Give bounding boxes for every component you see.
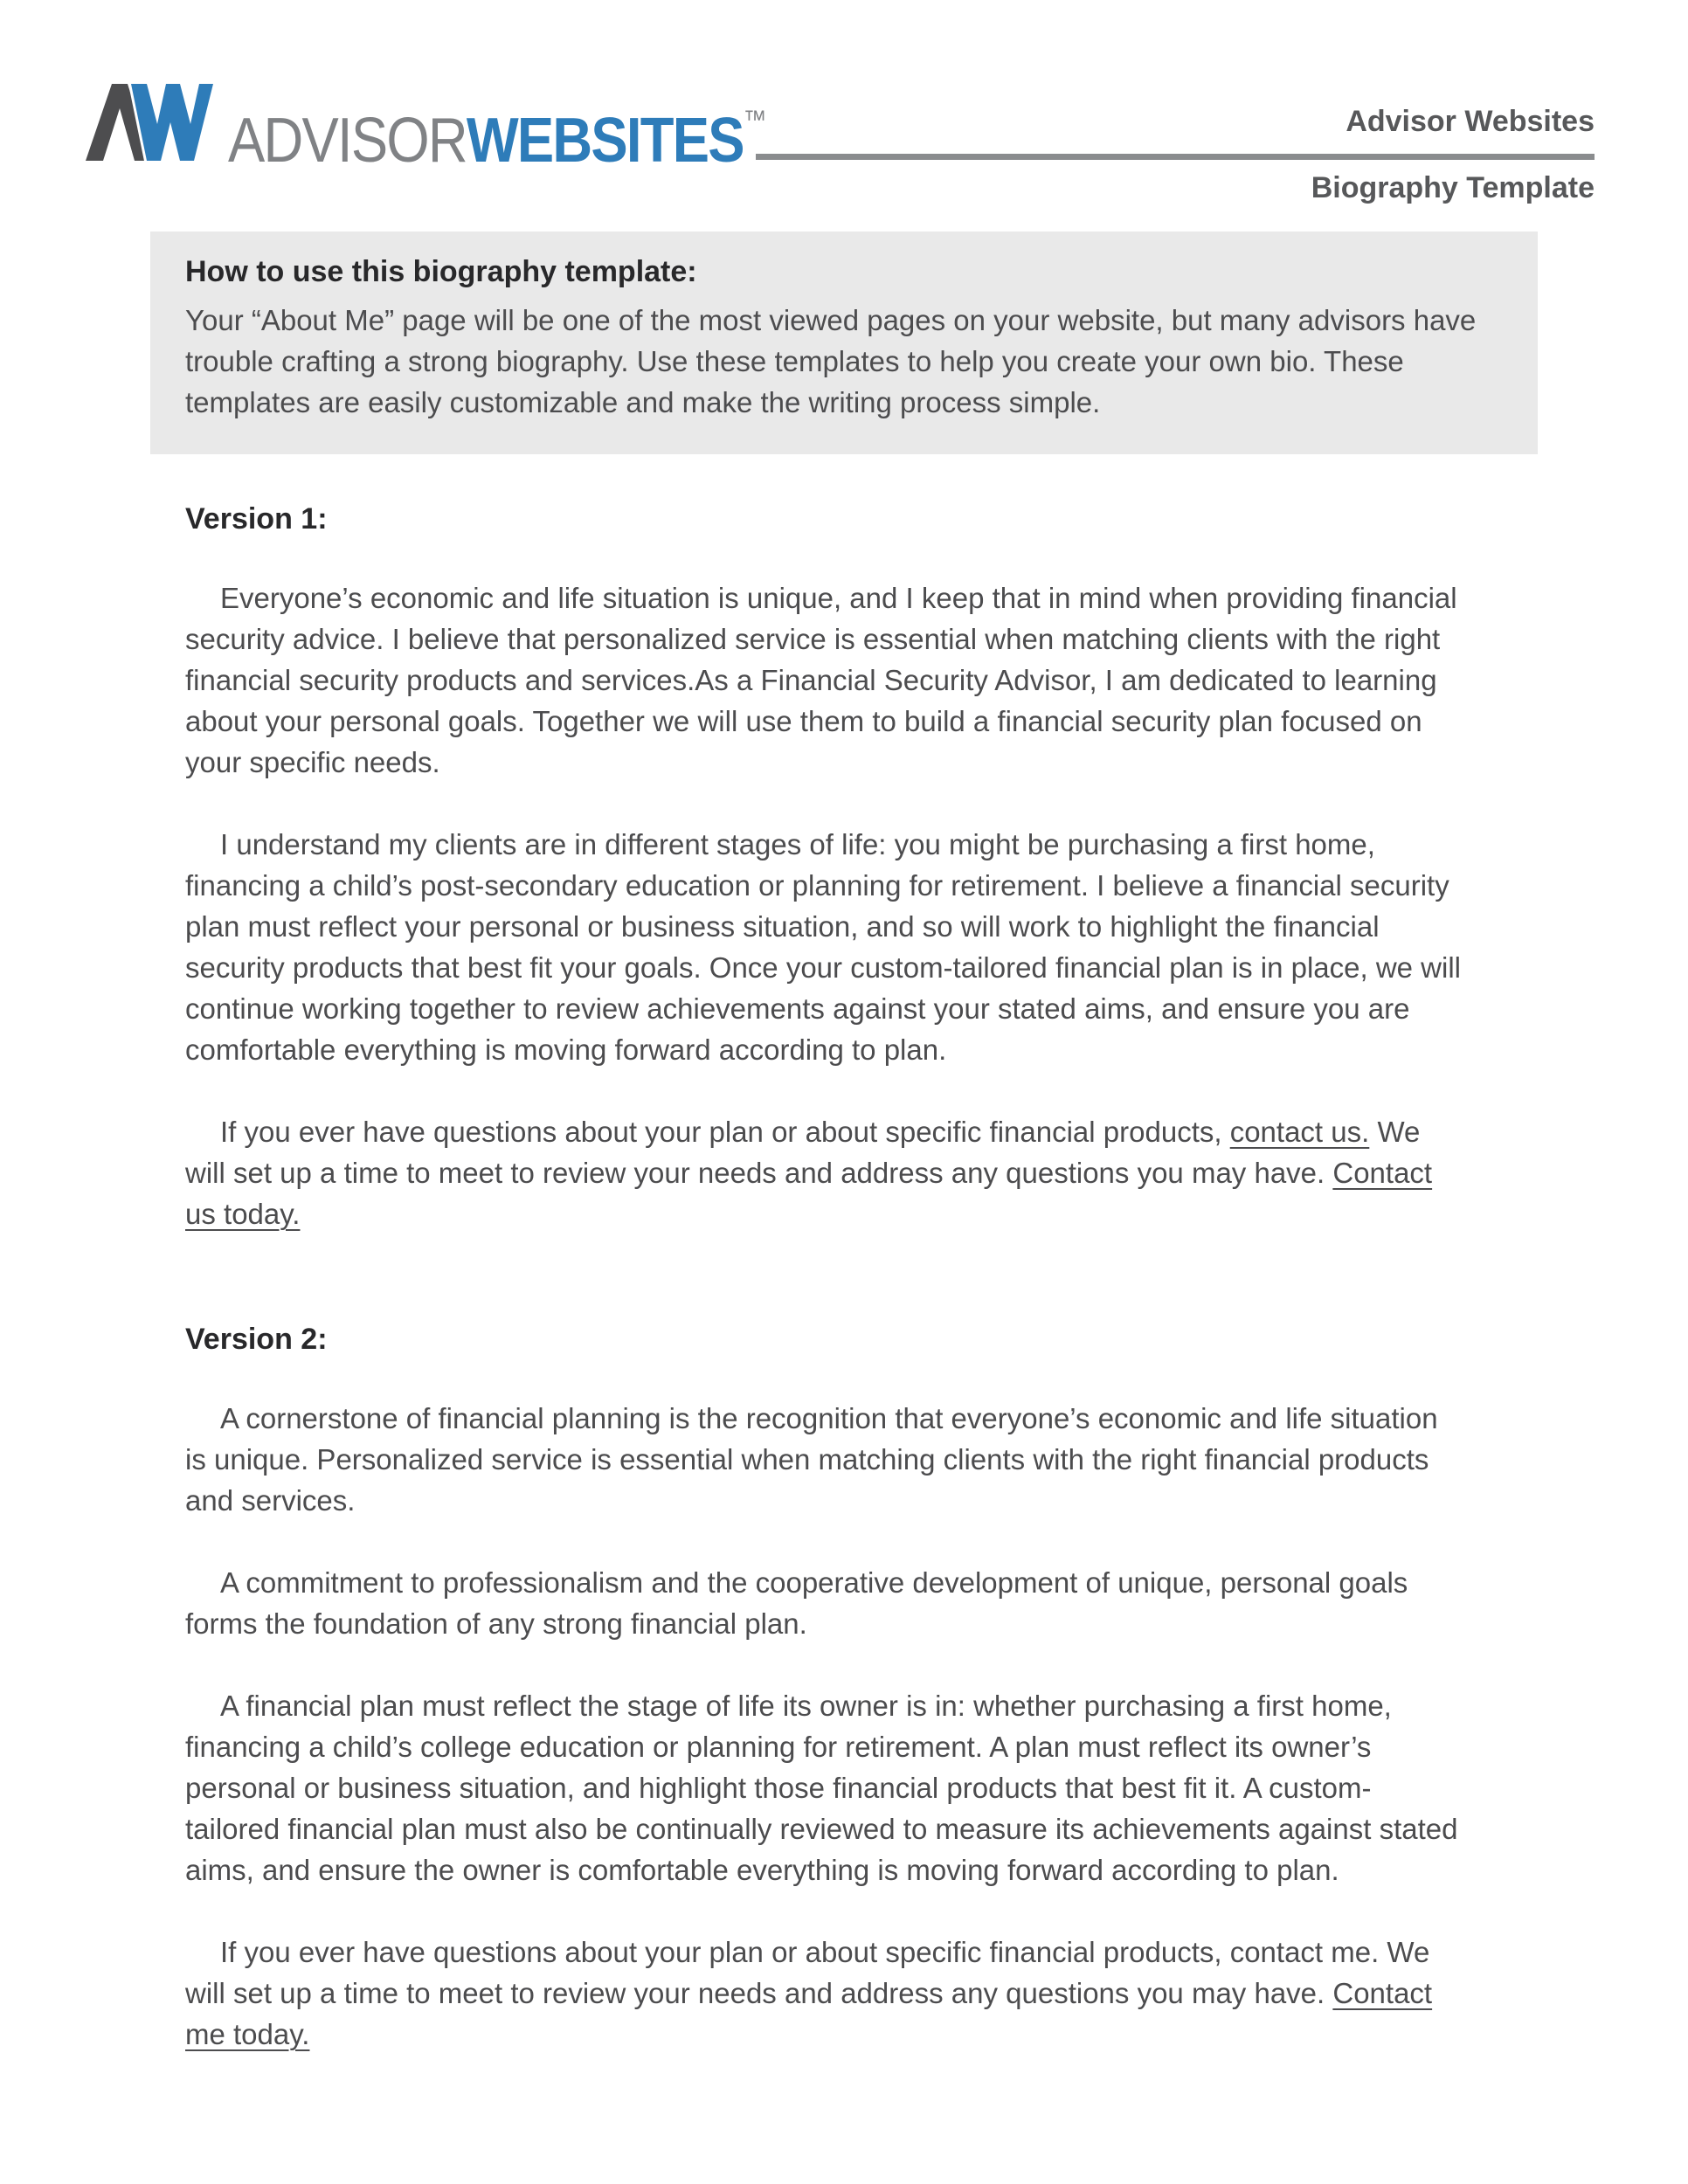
brand-logo: [83, 80, 840, 181]
bio-paragraph: A financial plan must reflect the stage of life its owner is in: whether purchasing a first home, financing a child’s college education or planning for retirement. A plan must reflect its owner’s personal or business situation, and highlight those financial products that best fit it. A custom-tailored financial plan must also be continually reviewed to measure its achievements against stated aims, and ensure the owner is comfortable everything is moving forward according to plan.: [185, 1690, 1458, 1886]
contact-link[interactable]: Contact us today.: [185, 1157, 1433, 1230]
bio-version-sections: [150, 501, 1538, 2055]
section-heading: Version 1:: [185, 502, 328, 536]
brand-wordmark-websites: WEBSITES: [466, 106, 744, 176]
bio-paragraph: Everyone’s economic and life situation is unique, and I keep that in mind when providing financial security advice. I believe that personalized service is essential when matching clients with the right financial security products and services.As a Financial Security Advisor, I am dedicated to learning about your personal goals. Together we will use them to build a financial security plan focused on your specific needs.: [185, 582, 1457, 778]
bio-version-section: [150, 501, 1538, 1234]
contact-link[interactable]: Contact me today.: [185, 1977, 1433, 2050]
brand-wordmark: [228, 80, 766, 181]
bio-paragraph: I understand my clients are in different stages of life: you might be purchasing a first home, financing a child’s post-secondary education or planning for retirement. I believe a financial security plan must reflect your personal or business situation, and so will work to highlight the financial security products that best fit your goals. Once your custom-tailored financial plan is in place, we will continue working together to review achievements against your stated aims, and ensure you are comfortable everything is moving forward according to plan.: [185, 828, 1462, 1066]
bio-paragraph: A cornerstone of financial planning is the recognition that everyone’s economic and life situation is unique. Personalized service is essential when matching clients with the right financial products and services.: [185, 1402, 1438, 1517]
bio-version-section: [150, 1322, 1538, 2055]
bio-paragraph: If you ever have questions about your plan or about specific financial products, contact me. We will set up a time to meet to review your needs and address any questions you may have. Contact me today.: [185, 1936, 1433, 2050]
bio-paragraph: If you ever have questions about your plan or about specific financial products, contact us. We will set up a time to meet to review your needs and address any questions you may have. Contact us today.: [185, 1116, 1433, 1230]
company-name: Advisor Websites: [1346, 105, 1595, 138]
intro-body: Your “About Me” page will be one of the most viewed pages on your website, but many advisors have trouble crafting a strong biography. Use these templates to help you create your own bio. These templates are easily customizable and make the writing process simple.: [185, 304, 1477, 418]
contact-link[interactable]: contact us.: [1229, 1116, 1370, 1148]
section-heading: Version 2:: [185, 1323, 328, 1356]
advisor-websites-aw-icon: [83, 80, 216, 161]
bio-paragraph: A commitment to professionalism and the cooperative development of unique, personal goals forms the foundation of any strong financial plan.: [185, 1566, 1408, 1640]
intro-box: [150, 232, 1538, 454]
intro-heading: How to use this biography template:: [185, 255, 697, 288]
section-paragraphs: [150, 577, 1538, 1234]
header-divider-rule: [756, 154, 1595, 160]
section-paragraphs: [150, 1398, 1538, 2055]
document-content: [150, 232, 1538, 2055]
brand-wordmark-advisor: ADVISOR: [228, 106, 467, 176]
document-title: Biography Template: [1311, 171, 1595, 204]
trademark-symbol: ™: [743, 106, 767, 135]
